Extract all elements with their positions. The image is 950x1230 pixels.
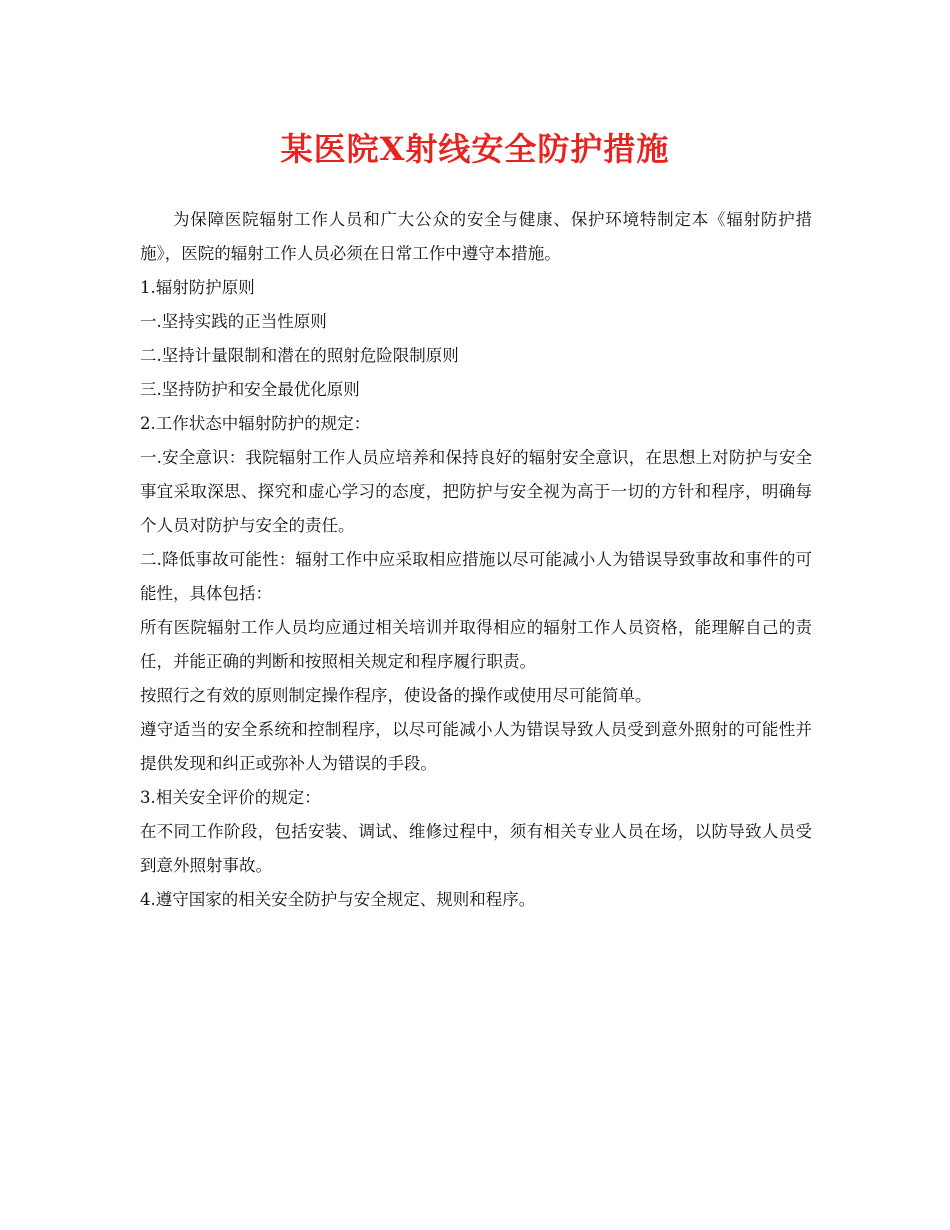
paragraph: 所有医院辐射工作人员均应通过相关培训并取得相应的辐射工作人员资格，能理解自己的责任，并能正确的判断和按照相关规定和程序履行职责。: [140, 618, 812, 671]
section-heading: 1.辐射防护原则: [140, 278, 255, 297]
intro-paragraph: 为保障医院辐射工作人员和广大公众的安全与健康、保护环境特制定本《辐射防护措施》，医院的辐射工作人员必须在日常工作中遵守本措施。: [140, 210, 812, 263]
section-heading: 4.遵守国家的相关安全防护与安全规定、规则和程序。: [140, 890, 536, 909]
section-heading: 3.相关安全评价的规定：: [140, 788, 321, 807]
document-body: [140, 203, 812, 917]
list-item: 二.坚持计量限制和潜在的照射危险限制原则: [140, 346, 459, 365]
paragraph: 遵守适当的安全系统和控制程序，以尽可能减小人为错误导致人员受到意外照射的可能性并提供发现和纠正或弥补人为错误的手段。: [140, 720, 812, 773]
paragraph: 按照行之有效的原则制定操作程序，使设备的操作或使用尽可能简单。: [140, 686, 652, 705]
paragraph: 在不同工作阶段，包括安装、调试、维修过程中，须有相关专业人员在场，以防导致人员受到意外照射事故。: [140, 822, 812, 875]
section-heading: 2.工作状态中辐射防护的规定：: [140, 414, 371, 433]
paragraph: 一.安全意识：我院辐射工作人员应培养和保持良好的辐射安全意识，在思想上对防护与安全事宜采取深思、探究和虚心学习的态度，把防护与安全视为高于一切的方针和程序，明确每个人员对防护与安全的责任。: [140, 448, 812, 535]
document-title: 某医院X射线安全防护措施: [280, 130, 670, 168]
list-item: 一.坚持实践的正当性原则: [140, 312, 327, 331]
list-item: 三.坚持防护和安全最优化原则: [140, 380, 360, 399]
paragraph: 二.降低事故可能性：辐射工作中应采取相应措施以尽可能减小人为错误导致事故和事件的可能性，具体包括：: [140, 550, 812, 603]
